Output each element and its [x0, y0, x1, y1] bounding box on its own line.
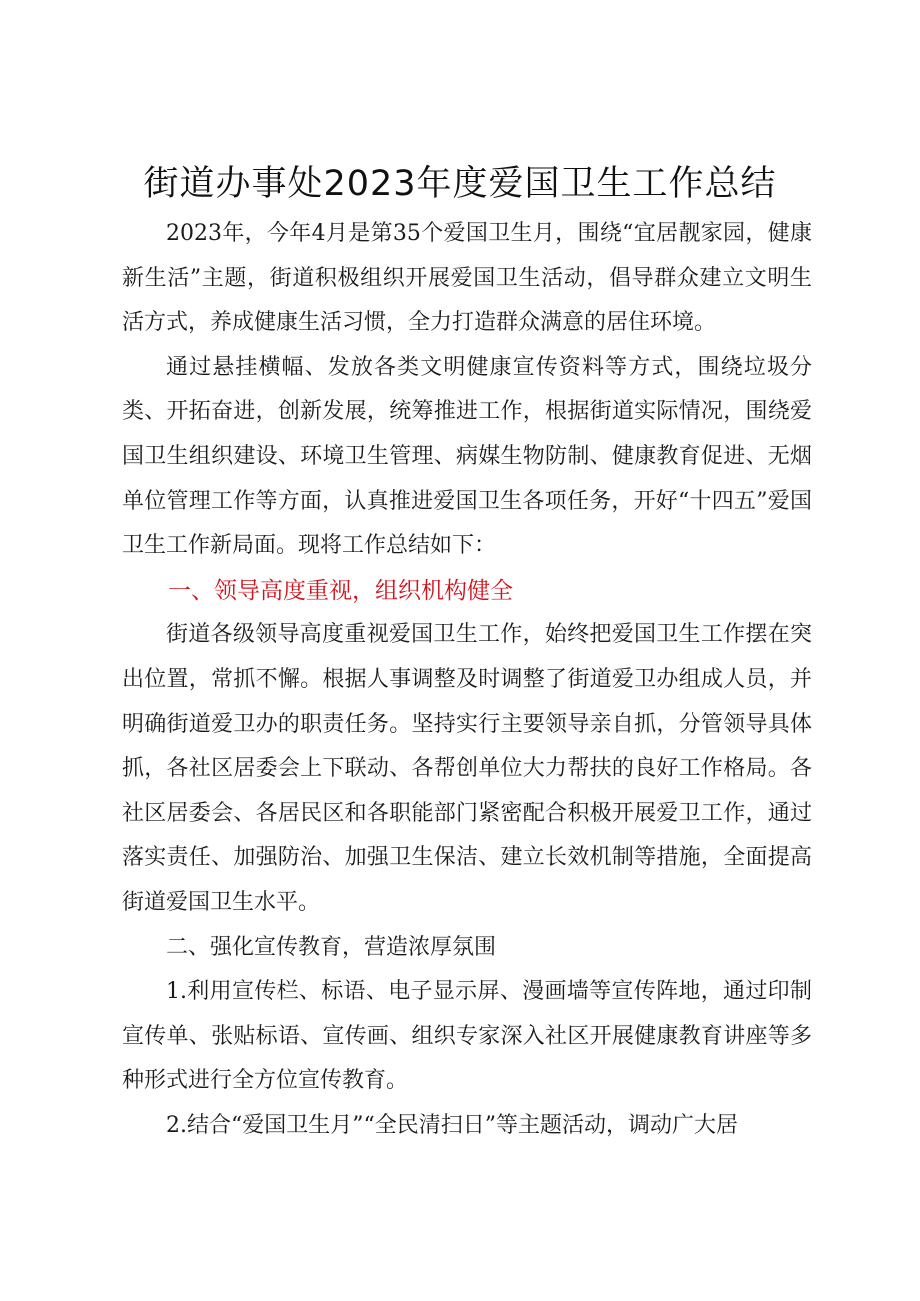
section-1-heading: 一、领导高度重视，组织机构健全 — [168, 577, 513, 604]
document-title: 街道办事处2023年度爱国卫生工作总结 — [143, 164, 777, 204]
section-2-heading: 二、强化宣传教育，营造浓厚氛围 — [166, 934, 497, 960]
section-2-item-2: 2.结合“爱国卫生月”“全民清扫日”等主题活动，调动广大居 — [166, 1112, 738, 1138]
section-2-item-1: 1.利用宣传栏、标语、电子显示屏、漫画墙等宣传阵地，通过印制宣传单、张贴标语、宣传画、组织专家深入社区开展健康教育讲座等多种形式进行全方位宣传教育。 — [122, 979, 812, 1094]
section-1-paragraph: 街道各级领导高度重视爱国卫生工作，始终把爱国卫生工作摆在突出位置，常抓不懈。根据人事调整及时调整了街道爱卫办组成人员，并明确街道爱卫办的职责任务。坚持实行主要领导亲自抓，分管领导具体抓，各社区居委会上下联动、各帮创单位大力帮扶的良好工作格局。各社区居委会、各居民区和各职能部门紧密配合积极开展爱卫工作，通过落实责任、加强防治、加强卫生保洁、建立长效机制等措施，全面提高街道爱国卫生水平。 — [122, 622, 812, 915]
document-body — [122, 212, 812, 1148]
intro-paragraph: 2023年，今年4月是第35个爱国卫生月，围绕“宜居靓家园，健康新生活”主题，街道积极组织开展爱国卫生活动，倡导群众建立文明生活方式，养成健康生活习惯，全力打造群众满意的居住环境。 — [122, 221, 812, 336]
overview-paragraph: 通过悬挂横幅、发放各类文明健康宣传资料等方式，围绕垃圾分类、开拓奋进，创新发展，统筹推进工作，根据街道实际情况，围绕爱国卫生组织建设、环境卫生管理、病媒生物防制、健康教育促进、无烟单位管理工作等方面，认真推进爱国卫生各项任务，开好“十四五”爱国卫生工作新局面。现将工作总结如下： — [122, 354, 812, 559]
